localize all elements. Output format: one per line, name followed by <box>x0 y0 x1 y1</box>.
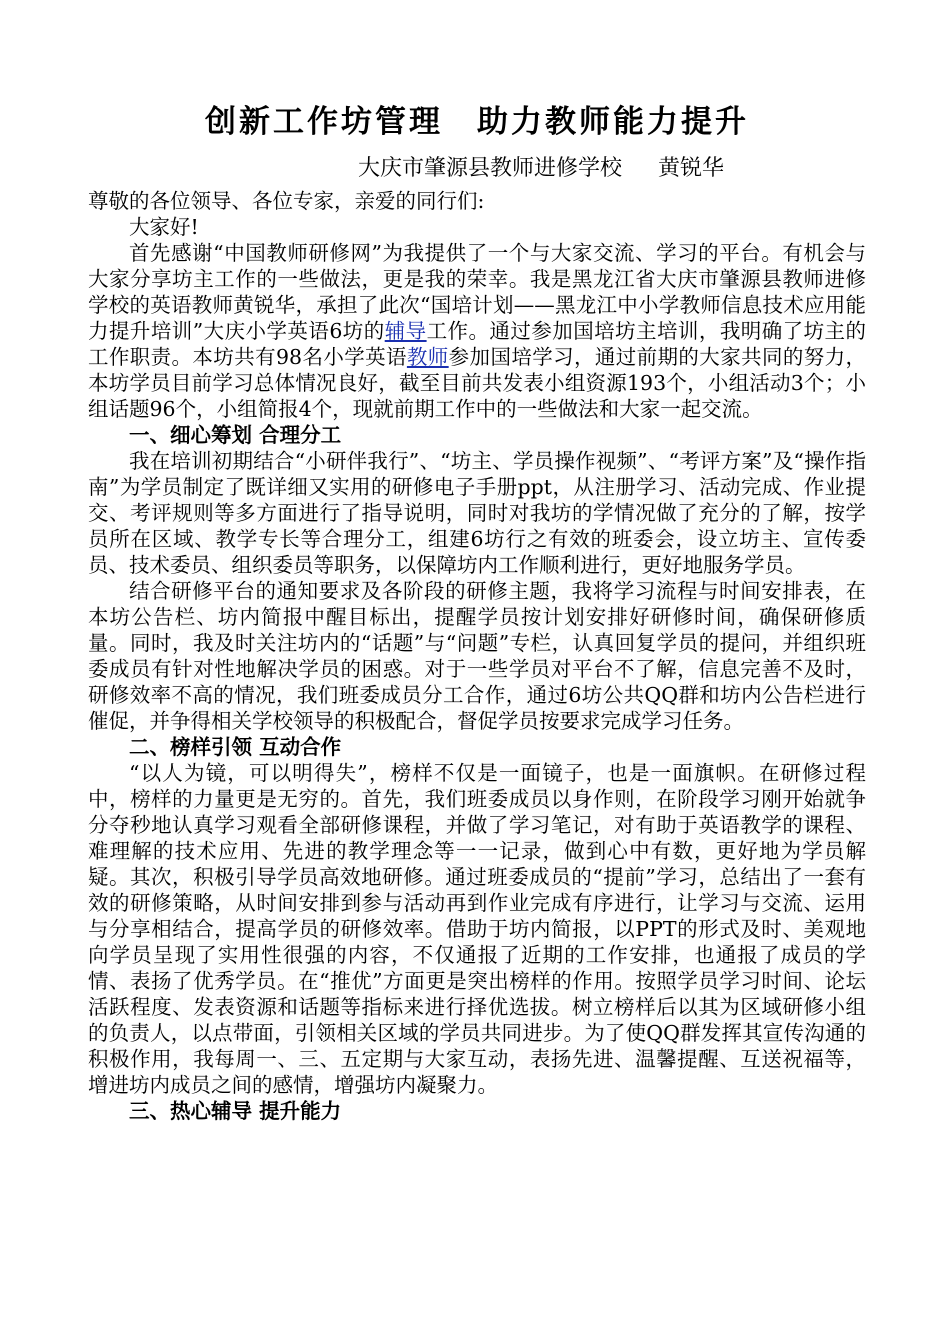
section2-heading: 二、榜样引领 互动合作 <box>129 735 342 759</box>
byline-school: 大庆市肇源县教师进修学校 <box>358 156 623 181</box>
document-title: 创新工作坊管理 助力教师能力提升 <box>205 104 749 140</box>
link-jiaoshi[interactable]: 教师 <box>406 345 449 369</box>
section2-paragraph-1: “以人为镜，可以明得失”，榜样不仅是一面镜子，也是一面旗帜。在研修过程中，榜样的力量更是无穷的。首先，我们班委成员以身作则，在阶段学习刚开始就争分夺秒地认真学习观看全部研修课程，并做了学习笔记，对有助于英语教学的课程、难理解的技术应用、先进的教学理念等一一记录，做到心中有数，更好地为学员解疑。其次，积极引导学员高效地研修。通过班委成员的“提前”学习，总结出了一套有效的研修策略，从时间安排到参与活动再到作业完成有序进行，让学习与交流、运用与分享相结合，提高学员的研修效率。借助于坊内简报，以PPT的形式及时、美观地向学员呈现了实用性很强的内容，不仅通报了近期的工作安排，也通报了成员的学情、表扬了优秀学员。在“推优”方面更是突出榜样的作用。按照学员学习时间、论坛活跃程度、发表资源和话题等指标来进行择优选拔。树立榜样后以其为区域研修小组的负责人，以点带面，引领相关区域的学员共同进步。为了使QQ群发挥其宣传沟通的积极作用，我每周一、三、五定期与大家互动，表扬先进、温馨提醒、互送祝福等，增进坊内成员之间的感情，增强坊内凝聚力。 <box>88 761 866 1097</box>
intro-text-3: 参加国培学习，通过前期的大家共同的努力，本坊学员目前学习总体情况良好，截至目前共发表小组资源193个，小组活动3个；小组话题96个，小组简报4个，现就前期工作中的一些做法和大家一起交流。 <box>88 345 867 421</box>
hello: 大家好! <box>129 215 199 239</box>
intro-text-1: 首先感谢“中国教师研修网”为我提供了一个与大家交流、学习的平台。有机会与大家分享坊主工作的一些做法，更是我的荣幸。我是黑龙江省大庆市肇源县教师进修学校的英语教师黄锐华，承担了此次“国培计划——黑龙江中小学教师信息技术应用能力提升培训”大庆小学英语6坊的 <box>88 241 866 343</box>
section1-paragraph-2: 结合研修平台的通知要求及各阶段的研修主题，我将学习流程与时间安排表，在本坊公告栏、坊内简报中醒目标出，提醒学员按计划安排好研修时间，确保研修质量。同时，我及时关注坊内的“话题”与“问题”专栏，认真回复学员的提问，并组织班委成员有针对性地解决学员的困惑。对于一些学员对平台不了解，信息完善不及时，研修效率不高的情况，我们班委成员分工合作，通过6坊公共QQ群和坊内公告栏进行催促，并争得相关学校领导的积极配合，督促学员按要求完成学习任务。 <box>88 579 866 733</box>
section1-paragraph-1: 我在培训初期结合“小研伴我行”、“坊主、学员操作视频”、“考评方案”及“操作指南”为学员制定了既详细又实用的研修电子手册ppt，从注册学习、活动完成、作业提交、考评规则等多方面进行了指导说明，同时对我坊的学情况做了充分的了解，按学员所在区域、教学专长等合理分工，组建6坊行之有效的班委会，设立坊主、宣传委员、技术委员、组织委员等职务，以保障坊内工作顺利进行，更好地服务学员。 <box>88 449 866 577</box>
intro-text-2: 工作。通过参加国培坊主培训，我明确了坊主的工作职责。本坊共有98名小学英语 <box>88 319 866 369</box>
section3-heading: 三、热心辅导 提升能力 <box>129 1099 342 1123</box>
intro-paragraph <box>88 240 866 422</box>
byline <box>88 152 866 186</box>
greeting: 尊敬的各位领导、各位专家，亲爱的同行们: <box>88 189 485 213</box>
link-fudao[interactable]: 辅导 <box>384 319 427 343</box>
document-page <box>88 100 866 1124</box>
byline-author: 黄锐华 <box>658 156 725 181</box>
section1-heading: 一、细心筹划 合理分工 <box>129 423 342 447</box>
